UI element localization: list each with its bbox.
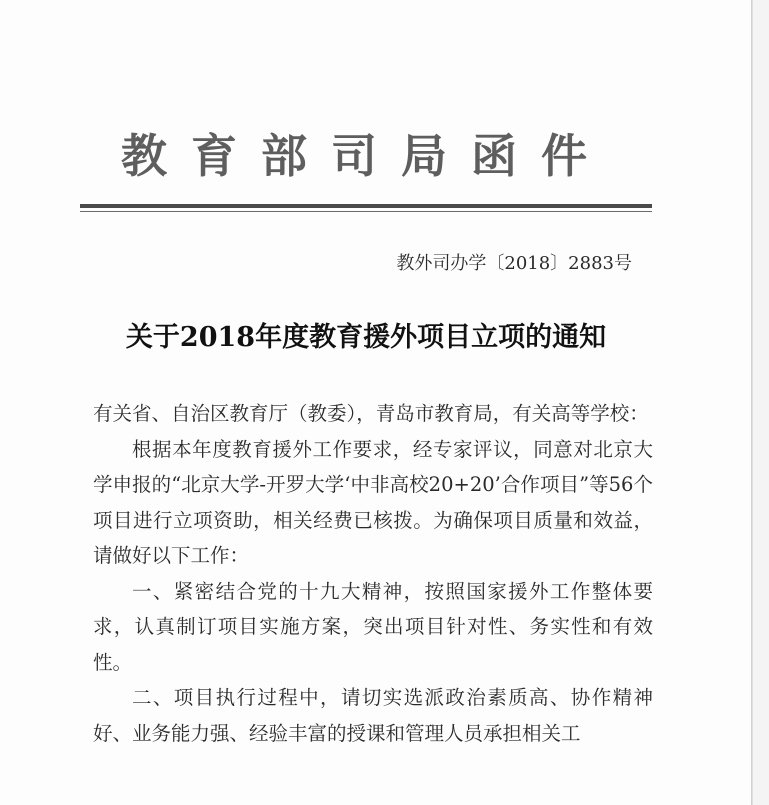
letterhead-title: 教育部司局函件	[121, 129, 611, 183]
paragraph-item-1: 一、紧密结合党的十九大精神，按照国家援外工作整体要求，认真制订项目实施方案，突出项目针对性、务实性和有效性。	[93, 579, 653, 674]
paragraph-item-2: 二、项目执行过程中，请切实选派政治素质高、协作精神好、业务能力强、经验丰富的授课和管理人员承担相关工	[93, 686, 653, 745]
salutation: 有关省、自治区教育厅（教委），青岛市教育局，有关高等学校：	[93, 402, 649, 425]
letterhead-rule-thick	[80, 204, 652, 208]
page-edge-shadow	[753, 0, 769, 805]
letterhead-rule-thin	[80, 211, 652, 212]
paragraph-intro: 根据本年度教育援外工作要求，经专家评议，同意对北京大学申报的“北京大学-开罗大学‘中非高校20+20’合作项目”等56个项目进行立项资助，相关经费已核拨。为确保项目质量和效益，请做好以下工作：	[93, 437, 653, 567]
document-number: 教外司办学〔2018〕2883号	[396, 253, 632, 274]
notice-body	[93, 396, 653, 751]
notice-title: 关于2018年度教育援外项目立项的通知	[125, 322, 607, 353]
